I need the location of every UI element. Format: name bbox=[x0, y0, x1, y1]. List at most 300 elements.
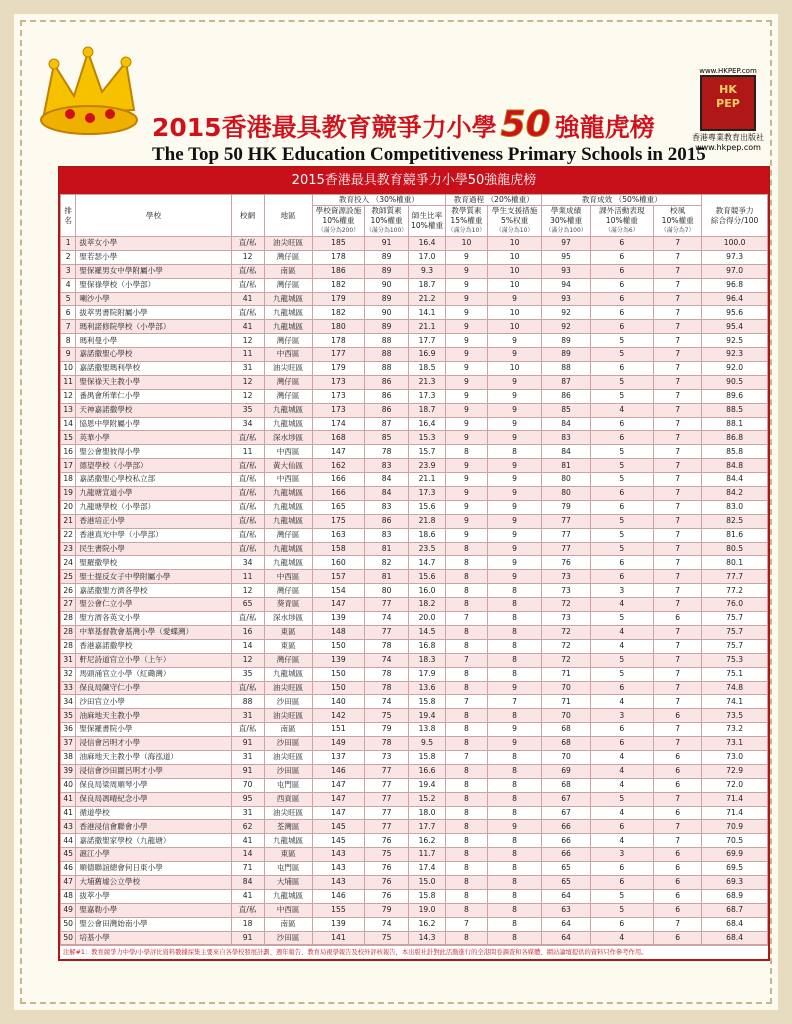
cell-support: 9 bbox=[487, 417, 542, 431]
cell-activity: 5 bbox=[590, 653, 653, 667]
cell-resources: 147 bbox=[312, 806, 365, 820]
cell-ratio: 16.2 bbox=[408, 834, 445, 848]
table-row bbox=[61, 598, 768, 612]
cell-ratio: 15.8 bbox=[408, 750, 445, 764]
cell-network: 直/私 bbox=[231, 473, 264, 487]
cell-school: 嘉諾撒聖方濟各學校 bbox=[76, 584, 231, 598]
cell-network: 34 bbox=[231, 417, 264, 431]
cell-activity: 4 bbox=[590, 778, 653, 792]
cell-ratio: 18.6 bbox=[408, 528, 445, 542]
cell-network: 41 bbox=[231, 889, 264, 903]
cell-academic: 79 bbox=[542, 500, 590, 514]
cell-school: 民生書院小學 bbox=[76, 542, 231, 556]
table-row bbox=[61, 264, 768, 278]
cell-rank: 8 bbox=[61, 334, 76, 348]
cell-activity: 3 bbox=[590, 709, 653, 723]
cell-ethos: 7 bbox=[654, 417, 702, 431]
cell-ethos: 7 bbox=[654, 264, 702, 278]
cell-network: 16 bbox=[231, 625, 264, 639]
cell-teacher: 74 bbox=[365, 612, 409, 626]
cell-support: 8 bbox=[487, 709, 542, 723]
cell-school: 嘉諾撒聖瑪利學校 bbox=[76, 362, 231, 376]
cell-district: 九龍城區 bbox=[264, 834, 312, 848]
cell-activity: 3 bbox=[590, 584, 653, 598]
cell-activity: 6 bbox=[590, 292, 653, 306]
cell-academic: 89 bbox=[542, 334, 590, 348]
cell-ratio: 15.6 bbox=[408, 500, 445, 514]
cell-rank: 49 bbox=[61, 903, 76, 917]
cell-rank: 24 bbox=[61, 556, 76, 570]
cell-district: 九龍城區 bbox=[264, 514, 312, 528]
cell-resources: 182 bbox=[312, 306, 365, 320]
cell-district: 東區 bbox=[264, 848, 312, 862]
cell-support: 9 bbox=[487, 292, 542, 306]
cell-district: 九龍城區 bbox=[264, 320, 312, 334]
cell-resources: 148 bbox=[312, 625, 365, 639]
cell-network: 12 bbox=[231, 389, 264, 403]
cell-support: 8 bbox=[487, 875, 542, 889]
cell-network: 35 bbox=[231, 403, 264, 417]
cell-total: 74.1 bbox=[702, 695, 768, 709]
cell-district: 沙田區 bbox=[264, 764, 312, 778]
cell-network: 91 bbox=[231, 764, 264, 778]
cell-resources: 145 bbox=[312, 834, 365, 848]
cell-teacher: 86 bbox=[365, 389, 409, 403]
cell-network: 95 bbox=[231, 792, 264, 806]
cell-activity: 6 bbox=[590, 250, 653, 264]
cell-school: 嘉諾撒聖家學校（九龍塘） bbox=[76, 834, 231, 848]
cell-district: 深水埗區 bbox=[264, 431, 312, 445]
table-title: 2015香港最具教育競爭力小學50強龍虎榜 bbox=[60, 168, 768, 194]
title-cn-post: 強龍虎榜 bbox=[554, 113, 655, 142]
cell-resources: 151 bbox=[312, 723, 365, 737]
cell-ethos: 7 bbox=[654, 250, 702, 264]
cell-ethos: 7 bbox=[654, 820, 702, 834]
cell-network: 91 bbox=[231, 931, 264, 945]
cell-teacher: 78 bbox=[365, 445, 409, 459]
cell-quality: 8 bbox=[446, 764, 488, 778]
cell-quality: 9 bbox=[446, 403, 488, 417]
cell-teacher: 74 bbox=[365, 695, 409, 709]
cell-ratio: 9.3 bbox=[408, 264, 445, 278]
cell-activity: 5 bbox=[590, 667, 653, 681]
cell-total: 76.0 bbox=[702, 598, 768, 612]
cell-teacher: 83 bbox=[365, 459, 409, 473]
cell-ethos: 6 bbox=[654, 875, 702, 889]
cell-ratio: 15.6 bbox=[408, 570, 445, 584]
cell-ratio: 14.7 bbox=[408, 556, 445, 570]
cell-academic: 70 bbox=[542, 681, 590, 695]
table-row bbox=[61, 542, 768, 556]
cell-teacher: 73 bbox=[365, 750, 409, 764]
cell-activity: 4 bbox=[590, 764, 653, 778]
cell-network: 41 bbox=[231, 834, 264, 848]
table-row bbox=[61, 917, 768, 931]
cell-academic: 67 bbox=[542, 806, 590, 820]
cell-resources: 143 bbox=[312, 875, 365, 889]
cell-academic: 64 bbox=[542, 931, 590, 945]
cell-ratio: 15.8 bbox=[408, 889, 445, 903]
cell-rank: 22 bbox=[61, 528, 76, 542]
cell-quality: 8 bbox=[446, 875, 488, 889]
cell-network: 直/私 bbox=[231, 528, 264, 542]
cell-quality: 8 bbox=[446, 903, 488, 917]
cell-teacher: 89 bbox=[365, 250, 409, 264]
cell-ethos: 7 bbox=[654, 445, 702, 459]
cell-teacher: 91 bbox=[365, 237, 409, 251]
cell-quality: 8 bbox=[446, 723, 488, 737]
cell-district: 九龍城區 bbox=[264, 889, 312, 903]
cell-resources: 173 bbox=[312, 389, 365, 403]
cell-ethos: 6 bbox=[654, 806, 702, 820]
table-row bbox=[61, 334, 768, 348]
cell-activity: 5 bbox=[590, 612, 653, 626]
cell-ethos: 7 bbox=[654, 320, 702, 334]
cell-ratio: 15.7 bbox=[408, 445, 445, 459]
table-row bbox=[61, 778, 768, 792]
cell-academic: 73 bbox=[542, 584, 590, 598]
publisher-url: www.hkpep.com bbox=[695, 143, 761, 152]
cell-support: 8 bbox=[487, 778, 542, 792]
cell-resources: 147 bbox=[312, 598, 365, 612]
cell-ratio: 9.5 bbox=[408, 737, 445, 751]
cell-ethos: 7 bbox=[654, 556, 702, 570]
cell-academic: 72 bbox=[542, 625, 590, 639]
crown-icon bbox=[36, 44, 146, 144]
cell-teacher: 80 bbox=[365, 584, 409, 598]
cell-rank: 9 bbox=[61, 348, 76, 362]
cell-district: 油尖旺區 bbox=[264, 806, 312, 820]
cell-resources: 150 bbox=[312, 639, 365, 653]
header-resources-label: 學校資源設施 bbox=[315, 206, 362, 215]
logo-url-small: www.HKPEP.com bbox=[699, 67, 757, 75]
cell-total: 69.3 bbox=[702, 875, 768, 889]
cell-rank: 6 bbox=[61, 306, 76, 320]
cell-ethos: 7 bbox=[654, 348, 702, 362]
cell-ethos: 7 bbox=[654, 514, 702, 528]
table-row bbox=[61, 570, 768, 584]
cell-quality: 9 bbox=[446, 528, 488, 542]
cell-school: 九龍塘學校（小學部） bbox=[76, 500, 231, 514]
cell-teacher: 85 bbox=[365, 431, 409, 445]
cell-rank: 31 bbox=[61, 653, 76, 667]
cell-academic: 77 bbox=[542, 514, 590, 528]
cell-ethos: 6 bbox=[654, 750, 702, 764]
cell-academic: 65 bbox=[542, 862, 590, 876]
cell-resources: 177 bbox=[312, 348, 365, 362]
cell-school: 保良局馮晴紀念小學 bbox=[76, 792, 231, 806]
table-row bbox=[61, 764, 768, 778]
header-resources bbox=[312, 206, 365, 237]
cell-teacher: 87 bbox=[365, 417, 409, 431]
cell-resources: 147 bbox=[312, 792, 365, 806]
cell-school: 香港嘉諾撒學校 bbox=[76, 639, 231, 653]
cell-academic: 81 bbox=[542, 459, 590, 473]
cell-activity: 6 bbox=[590, 500, 653, 514]
cell-academic: 64 bbox=[542, 889, 590, 903]
cell-ratio: 13.8 bbox=[408, 723, 445, 737]
cell-teacher: 81 bbox=[365, 570, 409, 584]
cell-network: 直/私 bbox=[231, 306, 264, 320]
cell-activity: 3 bbox=[590, 848, 653, 862]
cell-activity: 5 bbox=[590, 459, 653, 473]
cell-activity: 5 bbox=[590, 542, 653, 556]
cell-teacher: 78 bbox=[365, 639, 409, 653]
cell-teacher: 90 bbox=[365, 278, 409, 292]
cell-ethos: 7 bbox=[654, 334, 702, 348]
cell-school: 英華小學 bbox=[76, 431, 231, 445]
cell-resources: 139 bbox=[312, 917, 365, 931]
cell-total: 88.1 bbox=[702, 417, 768, 431]
cell-resources: 179 bbox=[312, 292, 365, 306]
cell-school: 番禺會所華仁小學 bbox=[76, 389, 231, 403]
cell-resources: 141 bbox=[312, 931, 365, 945]
cell-district: 中西區 bbox=[264, 445, 312, 459]
cell-teacher: 77 bbox=[365, 820, 409, 834]
cell-rank: 28 bbox=[61, 639, 76, 653]
cell-resources: 146 bbox=[312, 889, 365, 903]
cell-academic: 64 bbox=[542, 917, 590, 931]
cell-academic: 84 bbox=[542, 445, 590, 459]
cell-support: 8 bbox=[487, 612, 542, 626]
ranking-table-container bbox=[58, 166, 770, 961]
cell-activity: 4 bbox=[590, 834, 653, 848]
cell-total: 89.6 bbox=[702, 389, 768, 403]
cell-total: 90.5 bbox=[702, 375, 768, 389]
cell-activity: 4 bbox=[590, 695, 653, 709]
cell-rank: 14 bbox=[61, 417, 76, 431]
header-quality-scale: （滿分為10） bbox=[447, 227, 486, 234]
cell-district: 九龍城區 bbox=[264, 667, 312, 681]
cell-rank: 10 bbox=[61, 362, 76, 376]
cell-academic: 65 bbox=[542, 875, 590, 889]
group-process: 教育過程 （20%權重） bbox=[446, 195, 542, 206]
cell-rank: 47 bbox=[61, 875, 76, 889]
table-row bbox=[61, 348, 768, 362]
cell-ethos: 6 bbox=[654, 903, 702, 917]
cell-total: 75.7 bbox=[702, 612, 768, 626]
cell-resources: 145 bbox=[312, 820, 365, 834]
cell-support: 9 bbox=[487, 500, 542, 514]
cell-total: 96.8 bbox=[702, 278, 768, 292]
cell-total: 92.3 bbox=[702, 348, 768, 362]
cell-district: 西貢區 bbox=[264, 792, 312, 806]
cell-activity: 6 bbox=[590, 820, 653, 834]
cell-rank: 17 bbox=[61, 459, 76, 473]
cell-resources: 143 bbox=[312, 848, 365, 862]
cell-support: 9 bbox=[487, 570, 542, 584]
cell-ethos: 7 bbox=[654, 500, 702, 514]
cell-support: 9 bbox=[487, 737, 542, 751]
cell-academic: 72 bbox=[542, 598, 590, 612]
cell-total: 73.2 bbox=[702, 723, 768, 737]
table-row bbox=[61, 695, 768, 709]
cell-activity: 4 bbox=[590, 750, 653, 764]
cell-quality: 8 bbox=[446, 584, 488, 598]
cell-academic: 70 bbox=[542, 709, 590, 723]
cell-school: 聖公會田灣始南小學 bbox=[76, 917, 231, 931]
cell-teacher: 90 bbox=[365, 306, 409, 320]
header-quality bbox=[446, 206, 488, 237]
cell-ethos: 6 bbox=[654, 764, 702, 778]
cell-activity: 5 bbox=[590, 348, 653, 362]
cell-activity: 6 bbox=[590, 570, 653, 584]
table-row bbox=[61, 639, 768, 653]
cell-ratio: 18.0 bbox=[408, 806, 445, 820]
cell-activity: 4 bbox=[590, 625, 653, 639]
cell-support: 8 bbox=[487, 625, 542, 639]
cell-ethos: 7 bbox=[654, 598, 702, 612]
cell-teacher: 76 bbox=[365, 875, 409, 889]
cell-school: 拔萃小學 bbox=[76, 889, 231, 903]
cell-academic: 84 bbox=[542, 417, 590, 431]
cell-resources: 162 bbox=[312, 459, 365, 473]
table-row bbox=[61, 612, 768, 626]
cell-ratio: 21.8 bbox=[408, 514, 445, 528]
cell-resources: 147 bbox=[312, 778, 365, 792]
cell-total: 97.0 bbox=[702, 264, 768, 278]
cell-network: 11 bbox=[231, 570, 264, 584]
cell-teacher: 88 bbox=[365, 334, 409, 348]
publisher-name: 香港專業教育出版社 bbox=[692, 133, 764, 142]
cell-ethos: 7 bbox=[654, 695, 702, 709]
cell-ethos: 7 bbox=[654, 653, 702, 667]
header-teacher-scale: （滿分為100） bbox=[365, 227, 408, 234]
cell-activity: 5 bbox=[590, 514, 653, 528]
header-rank: 排名 bbox=[61, 195, 76, 237]
cell-school: 聖羅撒學校 bbox=[76, 556, 231, 570]
cell-ethos: 7 bbox=[654, 792, 702, 806]
cell-school: 瑪利諾修院學校（小學部） bbox=[76, 320, 231, 334]
cell-network: 31 bbox=[231, 806, 264, 820]
cell-quality: 9 bbox=[446, 306, 488, 320]
cell-rank: 19 bbox=[61, 487, 76, 501]
cell-ratio: 19.0 bbox=[408, 903, 445, 917]
cell-total: 100.0 bbox=[702, 237, 768, 251]
cell-ethos: 7 bbox=[654, 625, 702, 639]
cell-total: 92.5 bbox=[702, 334, 768, 348]
cell-school: 聖保羅書院小學 bbox=[76, 723, 231, 737]
cell-rank: 15 bbox=[61, 431, 76, 445]
cell-rank: 2 bbox=[61, 250, 76, 264]
table-row bbox=[61, 292, 768, 306]
cell-quality: 9 bbox=[446, 348, 488, 362]
cell-ratio: 11.7 bbox=[408, 848, 445, 862]
cell-quality: 9 bbox=[446, 389, 488, 403]
footnote: 注解#1：教育競爭力中學/小學評比資料數據採集主要來自各學校發展計劃、週年報告、教育局視學報告及校外評核報告，本出版社針對此活動進行的全港問卷調查和各媒體、網站論壇提供的資料只作參考作用。 bbox=[60, 945, 768, 959]
cell-district: 灣仔區 bbox=[264, 278, 312, 292]
cell-quality: 8 bbox=[446, 820, 488, 834]
cell-district: 九龍城區 bbox=[264, 292, 312, 306]
cell-school: 浸信會呂明才小學 bbox=[76, 737, 231, 751]
cell-rank: 21 bbox=[61, 514, 76, 528]
cell-school: 拔萃男書院附屬小學 bbox=[76, 306, 231, 320]
table-row bbox=[61, 389, 768, 403]
header-ratio-weight: 10%權重 bbox=[411, 221, 444, 230]
cell-teacher: 89 bbox=[365, 264, 409, 278]
table-row bbox=[61, 750, 768, 764]
cell-resources: 173 bbox=[312, 375, 365, 389]
cell-school: 嘉諾撒聖心學校 bbox=[76, 348, 231, 362]
cell-total: 74.8 bbox=[702, 681, 768, 695]
cell-network: 65 bbox=[231, 598, 264, 612]
cell-district: 油尖旺區 bbox=[264, 709, 312, 723]
cell-network: 11 bbox=[231, 445, 264, 459]
cell-school: 聖公會仁立小學 bbox=[76, 598, 231, 612]
cell-school: 拔萃女小學 bbox=[76, 237, 231, 251]
cell-academic: 97 bbox=[542, 237, 590, 251]
cell-school: 馬頭涌官立小學（紅磡灣） bbox=[76, 667, 231, 681]
shield-icon: HK PEP bbox=[700, 75, 756, 131]
cell-total: 75.7 bbox=[702, 625, 768, 639]
cell-activity: 6 bbox=[590, 417, 653, 431]
cell-academic: 71 bbox=[542, 667, 590, 681]
cell-ethos: 7 bbox=[654, 237, 702, 251]
cell-network: 31 bbox=[231, 362, 264, 376]
cell-ratio: 15.2 bbox=[408, 792, 445, 806]
cell-ethos: 7 bbox=[654, 917, 702, 931]
cell-resources: 168 bbox=[312, 431, 365, 445]
header-ethos-label: 校風 bbox=[670, 206, 686, 215]
cell-total: 88.5 bbox=[702, 403, 768, 417]
cell-network: 12 bbox=[231, 334, 264, 348]
cell-support: 9 bbox=[487, 487, 542, 501]
cell-district: 南區 bbox=[264, 723, 312, 737]
cell-resources: 173 bbox=[312, 403, 365, 417]
cell-resources: 150 bbox=[312, 667, 365, 681]
cell-activity: 6 bbox=[590, 320, 653, 334]
cell-ethos: 7 bbox=[654, 737, 702, 751]
header-resources-weight: 10%權重 bbox=[322, 216, 355, 225]
cell-school: 德望學校（小學部） bbox=[76, 459, 231, 473]
cell-district: 灣仔區 bbox=[264, 250, 312, 264]
cell-quality: 9 bbox=[446, 320, 488, 334]
cell-quality: 9 bbox=[446, 417, 488, 431]
cell-teacher: 74 bbox=[365, 653, 409, 667]
ranking-table bbox=[60, 194, 768, 945]
cell-academic: 93 bbox=[542, 264, 590, 278]
group-input: 教育投入 （30%權重） bbox=[312, 195, 445, 206]
cell-total: 95.6 bbox=[702, 306, 768, 320]
cell-ratio: 16.8 bbox=[408, 639, 445, 653]
cell-ratio: 16.4 bbox=[408, 237, 445, 251]
cell-ratio: 17.7 bbox=[408, 334, 445, 348]
cell-network: 88 bbox=[231, 695, 264, 709]
cell-rank: 50 bbox=[61, 931, 76, 945]
cell-total: 68.7 bbox=[702, 903, 768, 917]
cell-ethos: 7 bbox=[654, 362, 702, 376]
cell-support: 9 bbox=[487, 723, 542, 737]
cell-ethos: 6 bbox=[654, 612, 702, 626]
cell-teacher: 76 bbox=[365, 834, 409, 848]
cell-district: 九龍城區 bbox=[264, 306, 312, 320]
cell-district: 油尖旺區 bbox=[264, 237, 312, 251]
cell-academic: 88 bbox=[542, 362, 590, 376]
cell-teacher: 77 bbox=[365, 625, 409, 639]
cell-total: 84.4 bbox=[702, 473, 768, 487]
cell-quality: 9 bbox=[446, 487, 488, 501]
cell-activity: 6 bbox=[590, 431, 653, 445]
header-school: 學校 bbox=[76, 195, 231, 237]
cell-school: 聖保羅男女中學附屬小學 bbox=[76, 264, 231, 278]
cell-activity: 6 bbox=[590, 681, 653, 695]
cell-support: 8 bbox=[487, 445, 542, 459]
cell-academic: 73 bbox=[542, 612, 590, 626]
header-ratio bbox=[408, 206, 445, 237]
cell-quality: 7 bbox=[446, 917, 488, 931]
table-row bbox=[61, 362, 768, 376]
cell-quality: 8 bbox=[446, 445, 488, 459]
